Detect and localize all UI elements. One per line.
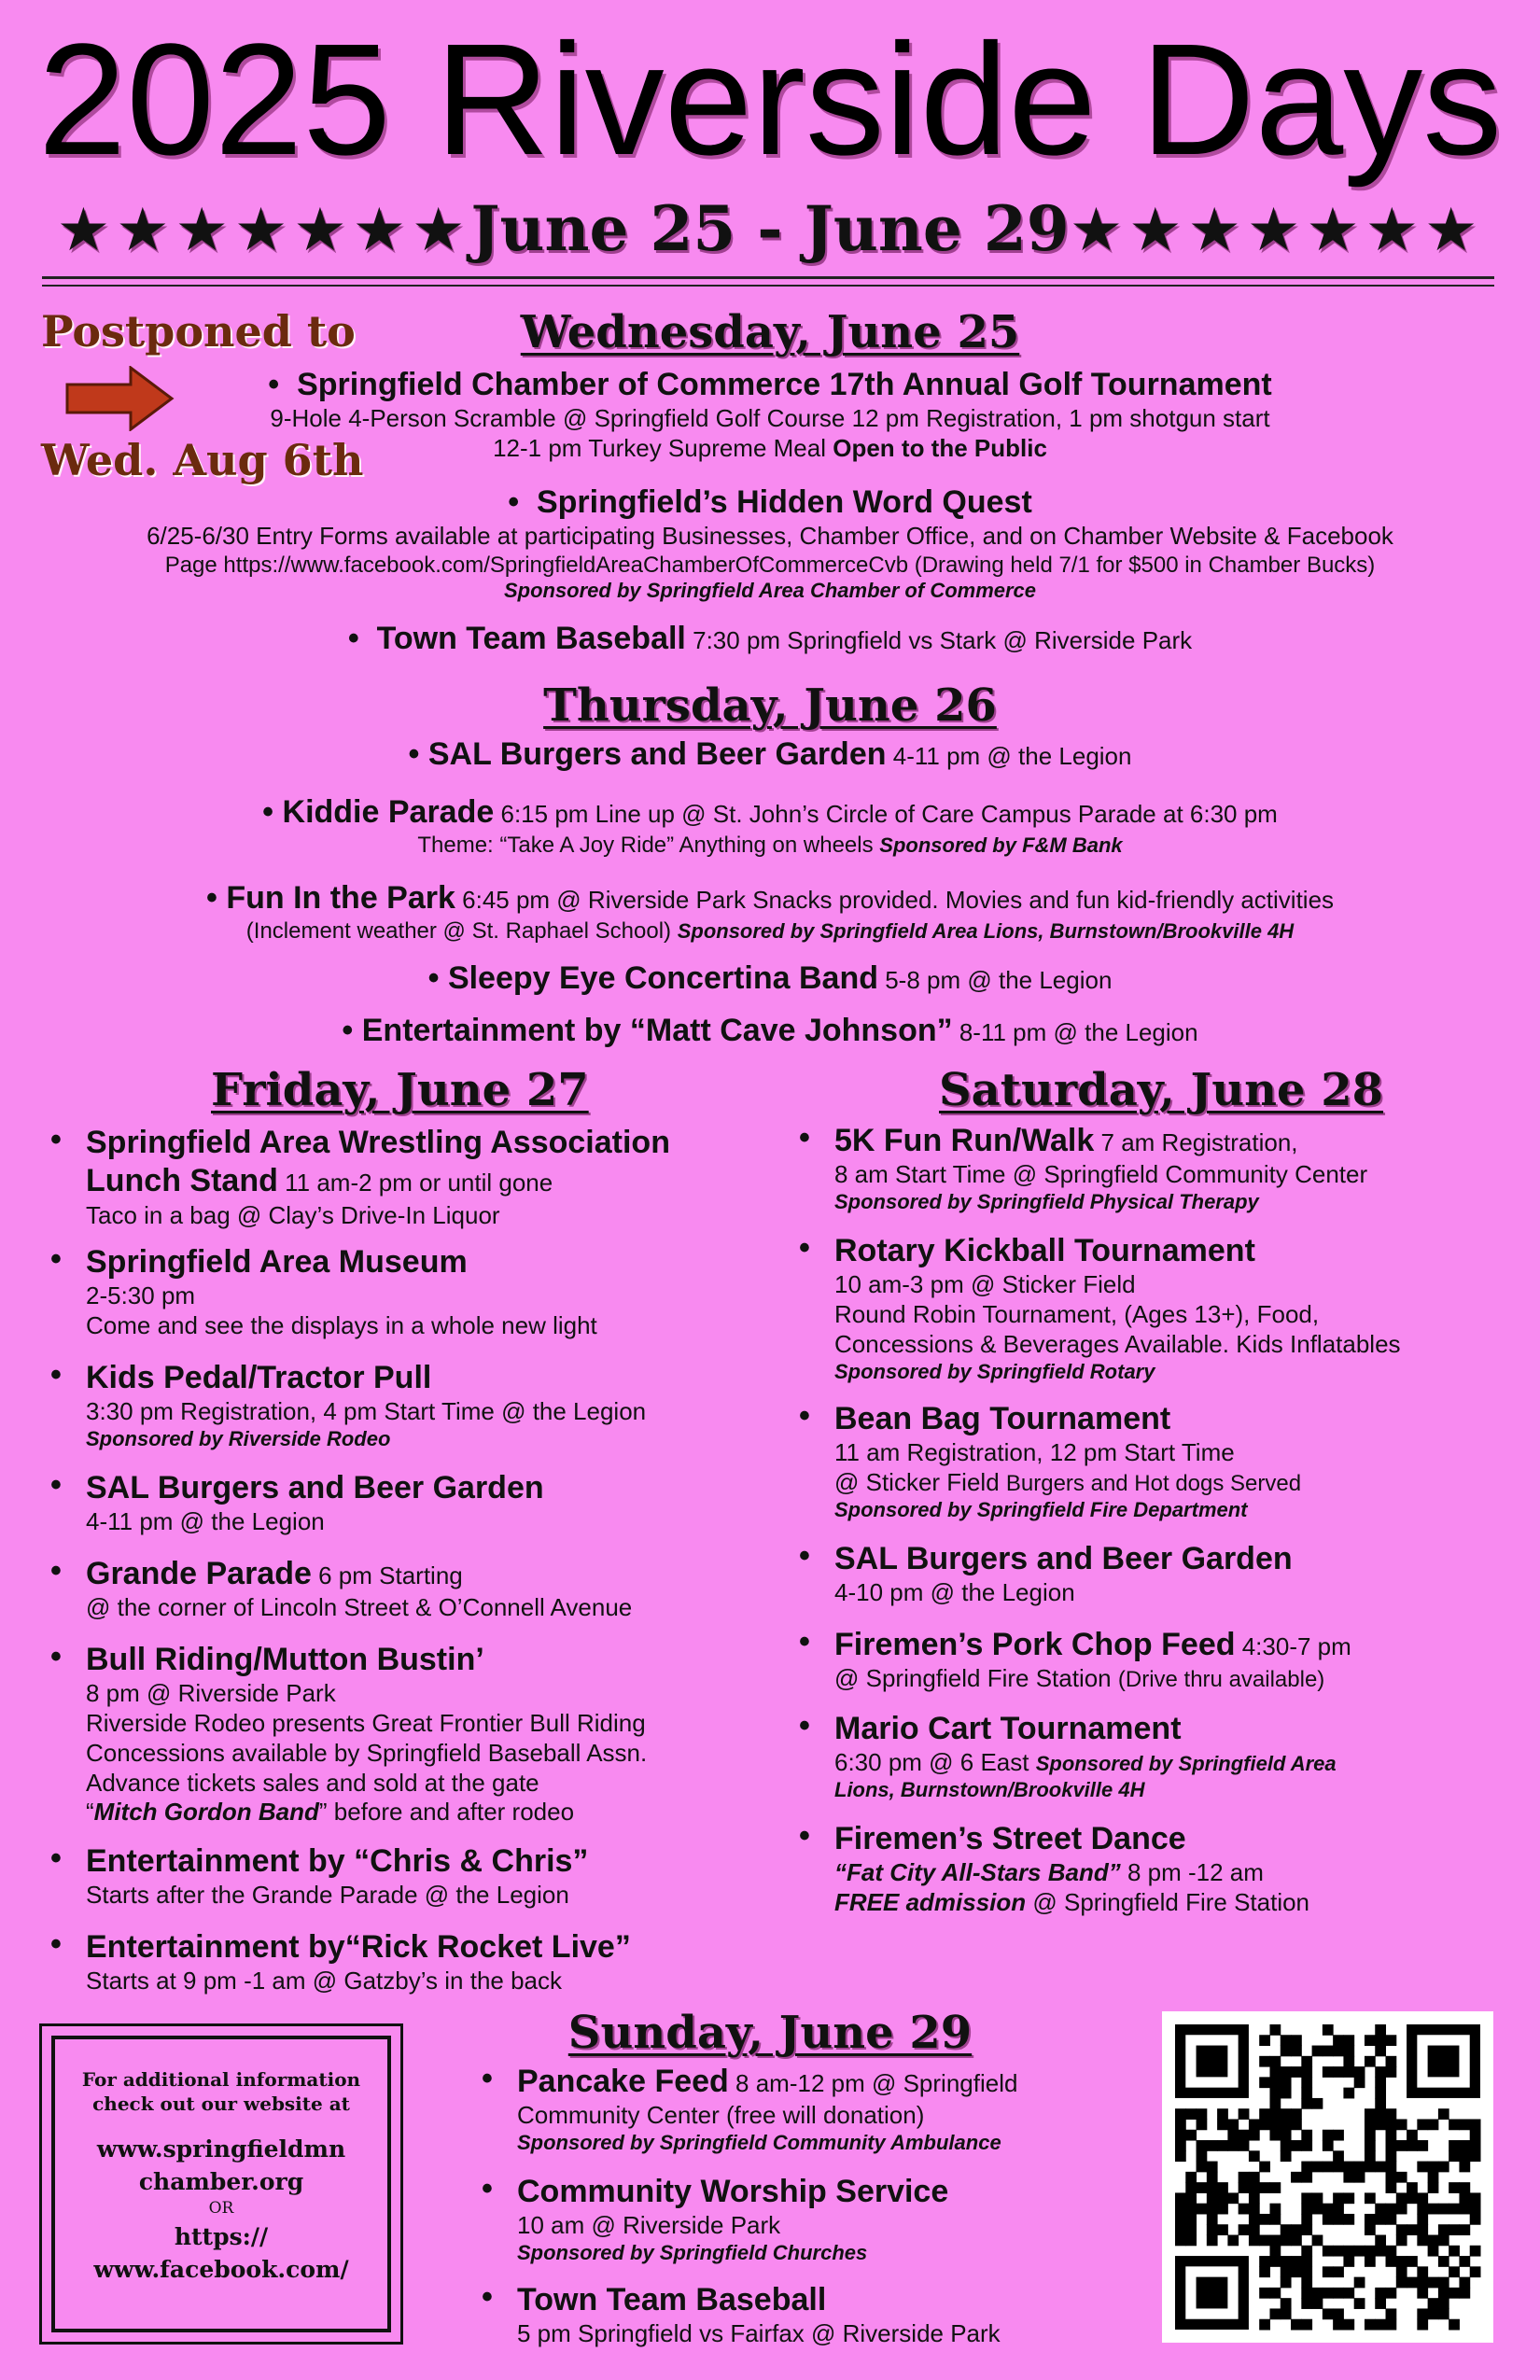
event-5k-run-line1: 8 am Start Time @ Springfield Community Center [834,1160,1368,1189]
event-pedal-pull-line1: 3:30 pm Registration, 4 pm Start Time @ the Legion [86,1397,647,1426]
event-bull-riding-name: Bull Riding/Mutton Bustin’ [86,1642,484,1677]
info-line1: For additional information [81,2068,361,2091]
day-heading-wednesday: Wednesday, June 25 [520,306,1020,358]
info-url-line3[interactable]: https:// [174,2222,269,2250]
event-bull-riding: • Bull Riding/Mutton Bustin’ 8 pm @ Riverside Park Riverside Rodeo presents Great Frontier Bull Riding Concessions available by Springfield Baseball Assn. Advance tickets sales and sold at the gate “Mitch Gordon Band” before and after rodeo [50,1639,648,1827]
event-pancake-detail: 8 am-12 pm @ Springfield [728,2069,1018,2097]
day-heading-friday: Friday, June 27 [211,1064,589,1116]
postponed-date: Wed. Aug 6th [41,435,364,485]
event-matt-cave-detail: 8-11 pm @ the Legion [952,1018,1198,1046]
event-bull-riding-line5: ” before and after rodeo [318,1798,575,1827]
event-bean-bag-food: Burgers and Hot dogs Served [1005,1471,1302,1497]
event-sal-fri-name: SAL Burgers and Beer Garden [86,1470,544,1505]
event-mario-cart-name: Mario Cart Tournament [834,1711,1182,1746]
event-kickball-name: Rotary Kickball Tournament [834,1233,1255,1268]
event-grande-parade-name: Grande Parade [86,1556,312,1591]
event-street-dance-band: “Fat City All-Stars Band” [834,1858,1121,1887]
star-icons-right: ★★★★★★★ [1069,196,1484,265]
event-kickball-line3: Concessions & Beverages Available. Kids Inflatables [834,1329,1401,1358]
event-5k-run: • 5K Fun Run/Walk 7 am Registration, 8 am Start Time @ Springfield Community Center Sponsored by Springfield Physical Therapy [799,1120,1368,1214]
sponsor-text: Sponsored by Springfield Churches [517,2241,868,2265]
sponsor-text: Sponsored by Riverside Rodeo [86,1427,391,1451]
event-sal-thu-name: SAL Burgers and Beer Garden [427,736,887,772]
page-title: 2025 Riverside Days [37,11,1503,189]
sponsor-text: Sponsored by Springfield Community Ambulance [517,2131,1001,2155]
event-matt-cave-name: Entertainment by “Matt Cave Johnson” [361,1013,953,1048]
bullet: • [268,367,298,402]
event-kiddie-parade-name: Kiddie Parade [282,794,495,830]
event-golf-name: Springfield Chamber of Commerce 17th Annual Golf Tournament [297,367,1272,402]
event-worship-line1: 10 am @ Riverside Park [517,2211,781,2240]
event-fun-in-park-detail: 6:45 pm @ Riverside Park Snacks provided. Movies and fun kid-friendly activities [455,886,1335,914]
event-pedal-pull: • Kids Pedal/Tractor Pull 3:30 pm Registration, 4 pm Start Time @ the Legion Sponsored by Riverside Rodeo [50,1357,647,1451]
event-sal-fri-line1: 4-11 pm @ the Legion [86,1507,325,1536]
day-heading-thursday: Thursday, June 26 [543,679,997,732]
event-wrestling: • Springfield Area Wrestling Association Lunch Stand 11 am-2 pm or until gone Taco in a bag @ Clay’s Drive-In Liquor [50,1122,670,1229]
event-grande-parade-line1: @ the corner of Lincoln Street & O’Connell Avenue [86,1593,633,1622]
event-baseball-wed-detail: 7:30 pm Springfield vs Stark @ Riverside Park [685,626,1193,654]
event-wrestling-name: Springfield Area Wrestling Association [86,1125,670,1160]
sponsor-text: Sponsored by Springfield Area Lions, Burnstown/Brookville 4H [677,919,1295,944]
event-pancake-line1: Community Center (free will donation) [517,2101,925,2130]
sponsor-text: Lions, Burnstown/Brookville 4H [834,1778,1145,1802]
event-rick-rocket-line1: Starts at 9 pm -1 am @ Gatzby’s in the back [86,1967,563,1995]
event-concertina-name: Sleepy Eye Concertina Band [447,960,878,996]
event-sal-sat-name: SAL Burgers and Beer Garden [834,1541,1293,1576]
event-chris-chris: • Entertainment by “Chris & Chris” Starts after the Grande Parade @ the Legion [50,1841,589,1910]
event-mario-cart-line1: 6:30 pm @ 6 East [834,1748,1036,1777]
sponsor-text: Sponsored by Springfield Rotary [834,1359,1155,1383]
divider [42,276,1494,279]
info-url-line2[interactable]: chamber.org [138,2168,304,2195]
event-rick-rocket-name: Entertainment by“Rick Rocket Live” [86,1929,631,1965]
date-range: June 25 - June 29 [470,192,1070,265]
event-baseball-sun: • Town Team Baseball 5 pm Springfield vs Fairfax @ Riverside Park [482,2279,1001,2348]
event-pancake: • Pancake Feed 8 am-12 pm @ Springfield Community Center (free will donation) Sponsored by Springfield Community Ambulance [482,2061,1018,2155]
info-url-line4[interactable]: www.facebook.com/ [93,2255,349,2283]
info-or: OR [208,2199,234,2218]
event-word-quest: • Springfield’s Hidden Word Quest 6/25-6/30 Entry Forms available at participating Businesses, Chamber Office, and on Chamber Website & Facebook Page https://www.facebook.com/SpringfieldAreaChamberOfCommerceCvb (Drawing held 7/1 for $500 in Chamber Bucks) Sponsored by Springfield Area Chamber of Commerce [37,483,1503,604]
event-kickball-line2: Round Robin Tournament, (Ages 13+), Food, [834,1300,1320,1329]
event-bean-bag-name: Bean Bag Tournament [834,1401,1171,1436]
event-pedal-pull-name: Kids Pedal/Tractor Pull [86,1360,432,1395]
event-fun-in-park: • Fun In the Park 6:45 pm @ Riverside Park Snacks provided. Movies and fun kid-friendly activities (Inclement weather @ St. Raphael School) Sponsored by Springfield Area Lions, Burnstown/Brookville 4H [205,880,1335,945]
event-street-dance-free: FREE admission [834,1888,1027,1917]
event-wrestling-line2: Taco in a bag @ Clay’s Drive-In Liquor [86,1200,500,1229]
event-baseball-sun-line1: 5 pm Springfield vs Fairfax @ Riverside Park [517,2319,1001,2348]
day-heading-sunday: Sunday, June 29 [567,2007,973,2059]
event-kiddie-parade-theme: Theme: “Take A Joy Ride” Anything on wheels [417,833,880,859]
event-chris-chris-line1: Starts after the Grande Parade @ the Legion [86,1881,569,1910]
event-word-quest-line1: 6/25-6/30 Entry Forms available at participating Businesses, Chamber Office, and on Chamber Website & Facebook [147,522,1393,551]
event-street-dance-time: 8 pm -12 am [1120,1858,1264,1887]
divider [42,285,1494,287]
qr-code-graphic [1162,2011,1493,2343]
event-golf-line1: 9-Hole 4-Person Scramble @ Springfield Golf Course 12 pm Registration, 1 pm shotgun start [270,404,1270,433]
postponed-label: Postponed to [41,306,356,357]
event-grande-parade-detail: 6 pm Starting [311,1561,463,1589]
event-pork-chop-drive: (Drive thru available) [1117,1667,1325,1693]
event-baseball-sun-name: Town Team Baseball [517,2282,827,2317]
event-bull-riding-line3: Concessions available by Springfield Baseball Assn. [86,1738,648,1767]
quote-open: “ [86,1798,94,1827]
event-wrestling-detail: 11 am-2 pm or until gone [277,1169,553,1197]
event-matt-cave: • Entertainment by “Matt Cave Johnson” 8-11 pm @ the Legion [342,1013,1198,1048]
info-box [39,2023,403,2345]
event-kiddie-parade-detail: 6:15 pm Line up @ St. John’s Circle of Care Campus Parade at 6:30 pm [494,800,1278,828]
event-baseball-wed: • Town Team Baseball 7:30 pm Springfield vs Stark @ Riverside Park [347,621,1193,656]
event-pork-chop-line1: @ Springfield Fire Station [834,1664,1118,1693]
event-grande-parade: • Grande Parade 6 pm Starting @ the corner of Lincoln Street & O’Connell Avenue [50,1553,633,1622]
sponsor-text: Sponsored by Springfield Fire Department [834,1497,1248,1521]
event-rick-rocket: • Entertainment by“Rick Rocket Live” Starts at 9 pm -1 am @ Gatzby’s in the back [50,1926,631,1995]
event-bean-bag: • Bean Bag Tournament 11 am Registration, 12 pm Start Time @ Sticker Field Burgers and Hot dogs Served Sponsored by Springfield Fire Department [799,1398,1302,1521]
event-word-quest-name: Springfield’s Hidden Word Quest [536,484,1032,520]
event-bean-bag-line2: @ Sticker Field [834,1468,1006,1497]
event-golf [168,366,1372,464]
event-bull-riding-line4: Advance tickets sales and sold at the gate [86,1768,539,1797]
event-sal-sat: • SAL Burgers and Beer Garden 4-10 pm @ the Legion [799,1538,1293,1607]
day-heading-saturday: Saturday, June 28 [939,1064,1384,1116]
event-pork-chop-detail: 4:30-7 pm [1235,1632,1351,1660]
qr-code-icon[interactable] [1162,2011,1493,2343]
event-sal-fri: • SAL Burgers and Beer Garden 4-11 pm @ the Legion [50,1467,544,1536]
info-line2: check out our website at [92,2093,350,2115]
event-worship-name: Community Worship Service [517,2174,949,2209]
event-bull-riding-line2: Riverside Rodeo presents Great Frontier Bull Riding [86,1709,646,1738]
event-museum-line2: Come and see the displays in a whole new light [86,1311,597,1340]
event-fun-in-park-name: Fun In the Park [226,880,455,916]
date-banner [37,192,1503,265]
sponsor-text: Sponsored by Springfield Area Chamber of Commerce [503,579,1037,603]
event-museum-name: Springfield Area Museum [86,1244,468,1280]
event-pork-chop: • Firemen’s Pork Chop Feed 4:30-7 pm @ Springfield Fire Station (Drive thru available) [799,1624,1351,1693]
event-baseball-wed-name: Town Team Baseball [376,621,686,656]
info-url-line1[interactable]: www.springfieldmn [96,2135,346,2163]
event-museum: • Springfield Area Museum 2-5:30 pm Come and see the displays in a whole new light [50,1241,597,1340]
event-concertina-detail: 5-8 pm @ the Legion [877,966,1113,994]
event-fun-in-park-weather: (Inclement weather @ St. Raphael School) [245,918,678,945]
event-kickball-line1: 10 am-3 pm @ Sticker Field [834,1270,1136,1299]
event-5k-run-detail: 7 am Registration, [1094,1128,1298,1156]
event-worship: • Community Worship Service 10 am @ Riverside Park Sponsored by Springfield Churches [482,2171,949,2265]
event-sal-sat-line1: 4-10 pm @ the Legion [834,1578,1075,1607]
event-kickball: • Rotary Kickball Tournament 10 am-3 pm @ Sticker Field Round Robin Tournament, (Ages 13+), Food, Concessions & Beverages Available. Kids Inflatables Sponsored by Springfield Rotary [799,1230,1401,1383]
event-concertina: • Sleepy Eye Concertina Band 5-8 pm @ the Legion [427,960,1113,996]
event-pork-chop-name: Firemen’s Pork Chop Feed [834,1627,1236,1662]
event-pancake-name: Pancake Feed [517,2064,729,2099]
event-word-quest-line2: Page https://www.facebook.com/SpringfieldAreaChamberOfCommerceCvb (Drawing held 7/1 for $500 in Chamber Bucks) [164,553,1376,579]
sponsor-text: Sponsored by Springfield Physical Therapy [834,1190,1259,1214]
event-bean-bag-line1: 11 am Registration, 12 pm Start Time [834,1438,1235,1467]
event-5k-run-name: 5K Fun Run/Walk [834,1123,1095,1158]
star-icons-left: ★★★★★★★ [56,196,471,265]
event-bull-riding-band: Mitch Gordon Band [93,1798,319,1827]
event-golf-line2: 12-1 pm Turkey Supreme Meal [493,434,833,463]
event-street-dance: • Firemen’s Street Dance “Fat City All-Stars Band” 8 pm -12 am FREE admission @ Springfield Fire Station [799,1818,1310,1917]
event-mario-cart: • Mario Cart Tournament 6:30 pm @ 6 East Sponsored by Springfield Area Lions, Burnstown/Brookville 4H [799,1708,1337,1802]
event-chris-chris-name: Entertainment by “Chris & Chris” [86,1843,589,1879]
event-wrestling-name2: Lunch Stand [86,1163,278,1199]
event-sal-thu-detail: 4-11 pm @ the Legion [886,742,1132,770]
event-kiddie-parade: • Kiddie Parade 6:15 pm Line up @ St. John’s Circle of Care Campus Parade at 6:30 pm Theme: “Take A Joy Ride” Anything on wheels Sponsored by F&M Bank [262,794,1278,859]
sponsor-text: Sponsored by F&M Bank [879,833,1123,858]
sponsor-text: Sponsored by Springfield Area [1035,1752,1337,1776]
event-sal-thu: • SAL Burgers and Beer Garden 4-11 pm @ the Legion [408,736,1132,772]
event-bull-riding-line1: 8 pm @ Riverside Park [86,1679,336,1708]
event-street-dance-name: Firemen’s Street Dance [834,1821,1186,1856]
event-museum-line1: 2-5:30 pm [86,1281,196,1310]
right-arrow-icon [65,366,175,431]
event-golf-public: Open to the Public [833,434,1047,463]
event-street-dance-where: @ Springfield Fire Station [1026,1888,1310,1917]
